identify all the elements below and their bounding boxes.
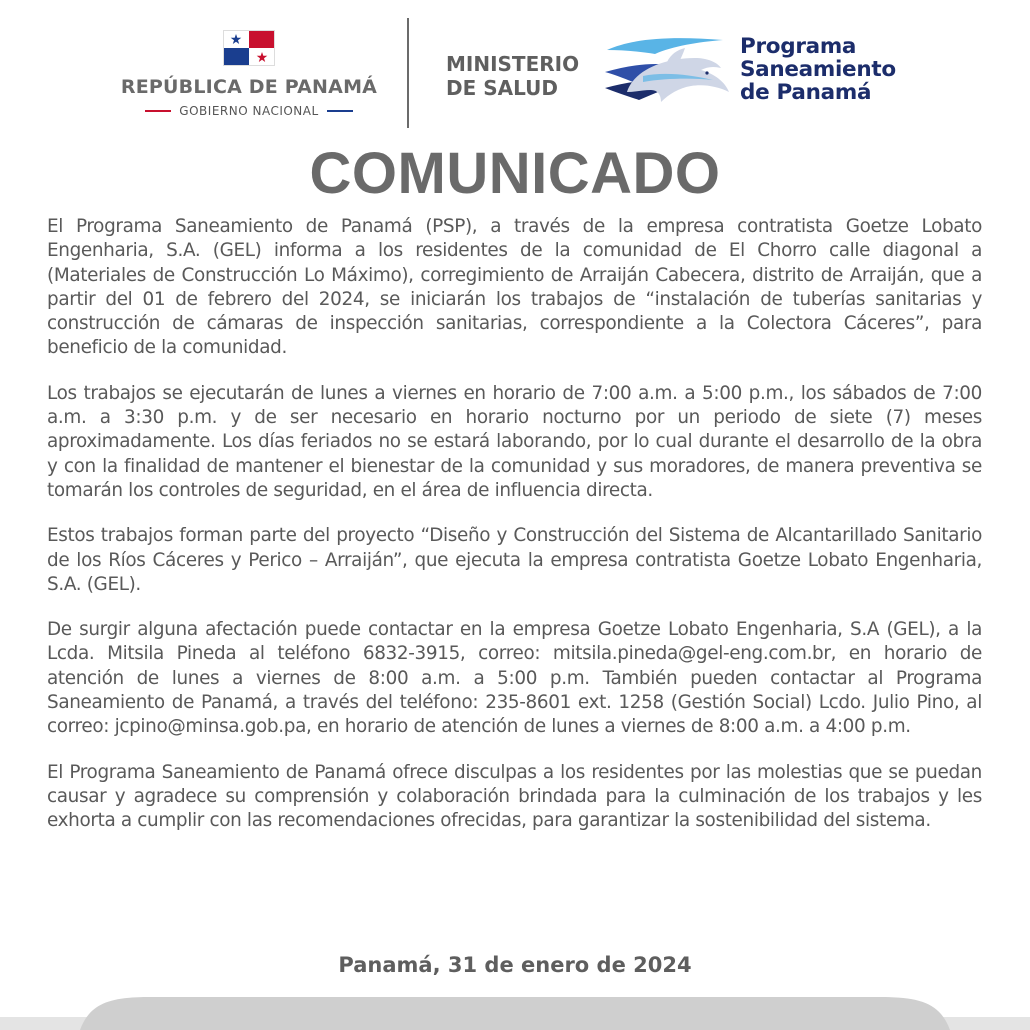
republica-logo bbox=[118, 30, 380, 118]
page-title: COMUNICADO bbox=[309, 141, 721, 206]
panama-flag-icon bbox=[223, 30, 275, 66]
paragraph-contact: De surgir alguna afectación puede contactar en la empresa Goetze Lobato Engenharia, S.A (GEL), a la Lcda. Mitsila Pineda al teléfono 6832-3915, correo: mitsila.pineda@gel-eng.com.br, en horario de atención de lunes a viernes de 8:00 a.m. a 5:00 p.m. También pueden contactar al Programa Saneamiento de Panamá, a través del teléfono: 235-8601 ext. 1258 (Gestión Social) Lcdo. Julio Pino, al correo: jcpino@minsa.gob.pa, en horario de atención de lunes a viernes de 8:00 a.m. a 4:00 p.m. bbox=[47, 619, 982, 738]
paragraph-intro: El Programa Saneamiento de Panamá (PSP), a través de la empresa contratista Goetze Lobato Engenharia, S.A. (GEL) informa a los residentes de la comunidad de El Chorro calle diagonal a (Materiales de Construcción Lo Máximo), corregimiento de Arraiján Cabecera, distrito de Arraiján, que a partir del 01 de febrero del 2024, se iniciarán los trabajos de “instalación de tuberías sanitarias y construcción de cámaras de inspección sanitarias, correspondiente a la Colectora Cáceres”, para beneficio de la comunidad. bbox=[47, 216, 982, 359]
government-row bbox=[118, 104, 380, 118]
government-label: GOBIERNO NACIONAL bbox=[179, 104, 319, 118]
right-blue-line bbox=[327, 110, 353, 112]
ministry-line-1: MINISTERIO bbox=[446, 52, 580, 76]
psp-dolphin-logo-icon bbox=[603, 36, 733, 104]
left-red-line bbox=[145, 110, 171, 112]
country-name: REPÚBLICA DE PANAMÁ bbox=[120, 76, 378, 98]
header bbox=[0, 0, 1030, 140]
program-line-1: Programa bbox=[740, 34, 857, 59]
program-line-3: de Panamá bbox=[740, 80, 872, 105]
announcement-body bbox=[47, 215, 982, 855]
footer-band bbox=[0, 993, 1030, 1030]
paragraph-project: Estos trabajos forman parte del proyecto “Diseño y Construcción del Sistema de Alcantarillado Sanitario de los Ríos Cáceres y Perico – Arraiján”, que ejecuta la empresa contratista Goetze Lobato Engenharia, S.A. (GEL). bbox=[47, 525, 982, 595]
header-divider bbox=[407, 18, 409, 128]
paragraph-schedule: Los trabajos se ejecutarán de lunes a viernes en horario de 7:00 a.m. a 5:00 p.m., los sábados de 7:00 a.m. a 3:30 p.m. y de ser necesario en horario nocturno por un periodo de siete (7) meses aproximadamente. Los días feriados no se estará laborando, por lo cual durante el desarrollo de la obra y con la finalidad de mantener el bienestar de la comunidad y sus moradores, de manera preventiva se tomarán los controles de seguridad, en el área de influencia directa. bbox=[47, 382, 982, 501]
program-name bbox=[740, 35, 896, 104]
ministry-name bbox=[446, 52, 579, 100]
date-signature: Panamá, 31 de enero de 2024 bbox=[338, 953, 692, 977]
program-line-2: Saneamiento bbox=[740, 57, 896, 82]
paragraph-apology: El Programa Saneamiento de Panamá ofrece disculpas a los residentes por las molestias que se puedan causar y agradece su comprensión y colaboración brindada para la culminación de los trabajos y les exhorta a cumplir con las recomendaciones ofrecidas, para garantizar la sostenibilidad del sistema. bbox=[47, 761, 982, 832]
ministry-line-2: DE SALUD bbox=[446, 76, 558, 100]
